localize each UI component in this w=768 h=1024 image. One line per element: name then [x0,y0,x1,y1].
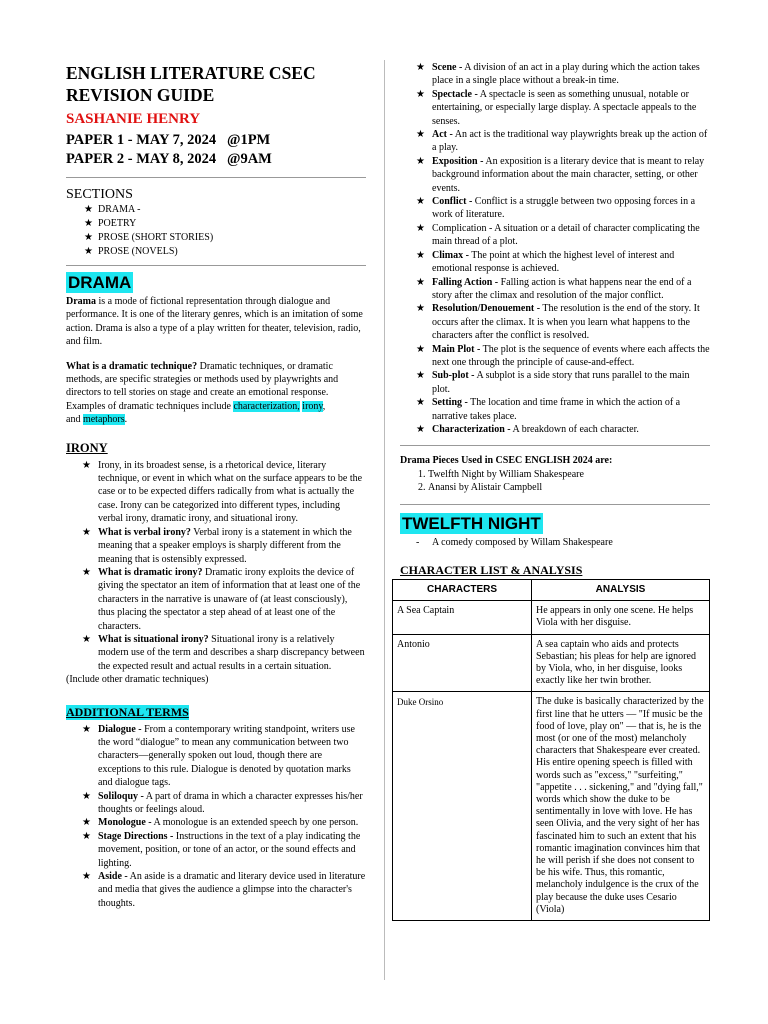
character-list-heading: CHARACTER LIST & ANALYSIS [400,563,583,577]
term-text: The resolution is the end of the story. It occurs after the climax. It is when you learn what happens to the characters after the conflict is resolved. [432,303,700,342]
term-text: The location and time frame in which the action of a narrative takes place. [432,397,681,422]
list-item [400,128,710,155]
divider [66,177,366,178]
term-label: Sub-plot - [432,370,475,382]
list-item [400,155,710,195]
list-item [400,423,710,436]
sections-list [66,203,366,259]
analysis-cell: A sea captain who aids and protects Sebastian; his pleas for help are ignored by Viola, who, in her disguise, looks exactly like her twin brother. [532,634,710,692]
doc-title-line1: ENGLISH LITERATURE CSEC [66,63,316,83]
term-label: What is dramatic irony? [98,566,203,578]
term-label: Act - [432,129,453,141]
character-cell: Duke Orsino [393,692,532,921]
term-text: A breakdown of each character. [510,423,639,435]
list-item [66,790,366,817]
list-item: ★ PROSE (SHORT STORIES) [66,231,366,245]
dramatic-technique-paragraph [66,360,366,427]
example-separator: , [322,400,326,412]
divider [400,504,710,505]
term-text: Dramatic irony exploits the device of giving the spectator an item of information that at least one of the characters in the narrative is unaware of (at least consciously), thus placing the spectator a step ahead of at least one of the characters. [98,566,361,632]
term-label: Soliloquy - [98,790,144,802]
term-label: Aside - [98,871,128,883]
dramatic-technique-text: Dramatic techniques, or dramatic methods, are specific strategies or methods used by playwrights and directors to tell stories on stage and create an emotional response. Examples of dramatic techniques include [66,360,339,412]
dramatic-technique-question: What is a dramatic technique? [66,360,198,372]
term-label: Exposition - [432,155,484,167]
term-text: Falling action is what happens near the end of a story after the climax and resolution of the major conflict. [432,276,692,301]
character-cell: A Sea Captain [393,601,532,634]
additional-terms-list [66,723,366,911]
irony-heading: IRONY [66,440,108,455]
list-item: 2. Anansi by Alistair Campbell [428,481,710,494]
term-label: Spectacle - [432,88,478,100]
column-header-analysis: ANALYSIS [532,580,710,601]
term-text: Verbal irony is a statement in which the meaning that a speaker employs is sharply different from the meaning that is ostensibly expressed. [98,526,352,565]
list-item [400,302,710,342]
table-row [393,634,710,692]
paper1-date: PAPER 1 - MAY 7, 2024 @1PM [66,132,271,148]
column-header-characters: CHARACTERS [393,580,532,601]
right-column [397,61,710,921]
term-text: A monologue is an extended speech by one person. [151,817,359,829]
list-item [400,369,710,396]
list-item [400,222,710,249]
term-text: An act is the traditional way playwrights break up the action of a play. [432,129,708,154]
term-text: The point at which the highest level of interest and emotional response is achieved. [432,249,675,275]
analysis-cell: He appears in only one scene. He helps Viola with her disguise. [532,601,710,634]
term-text: A subplot is a side story that runs parallel to the main plot. [432,370,690,395]
table-row [393,601,710,634]
term-label: Dialogue - [98,723,142,735]
term-text: A division of an act in a play during which the action takes place in a single place without a break-in time. [432,62,700,87]
twelfth-night-subtitle [400,536,710,549]
list-item: ★ POETRY [66,217,366,231]
drama-intro [66,295,366,349]
term-label: What is situational irony? [98,633,209,645]
term-text: Conflict is a struggle between two opposing forces in a work of literature. [432,196,696,221]
left-column [66,62,366,910]
example-metaphors: metaphors [82,414,125,426]
term-label: Falling Action - [432,276,499,288]
list-item [400,88,710,128]
list-item [400,195,710,222]
drama-heading: DRAMA [68,273,132,292]
paper2-date: PAPER 2 - MAY 8, 2024 @9AM [66,151,272,167]
term-label: What is verbal irony? [98,526,191,538]
irony-definition: Irony, in its broadest sense, is a rhetorical device, literary technique, or event in which what on the surface appears to be the case or to be expected differs radically from what is actually the case. Irony can be categorized into different types, including verbal irony, dramatic irony, and situational irony. [98,459,363,525]
drama-intro-text: is a mode of fictional representation through dialogue and performance. It is one of the literary genres, which is an imitation of some action. Drama is also a type of a play written for theater, television, radio, and film. [66,296,363,348]
term-label: Scene - [432,62,463,73]
terms-continued-list [400,61,710,436]
author-name: SASHANIE HENRY [66,111,201,127]
list-item: ★ PROSE (NOVELS) [66,245,366,259]
term-text: A part of drama in which a character expresses his/her thoughts or feelings aloud. [98,790,363,815]
list-item [400,343,710,370]
drama-pieces-heading [400,454,710,467]
list-item [400,249,710,276]
drama-pieces-heading-text: Drama Pieces Used in CSEC ENGLISH 2024 are: [400,455,613,467]
term-label: Monologue - [98,817,152,829]
term-label: Characterization - [432,423,511,435]
character-cell: Antonio [393,634,532,692]
list-item [66,870,366,910]
term-label: Resolution/Denouement - [432,303,541,315]
analysis-cell: The duke is basically characterized by the first line that he utters — "If music be the food of love, play on" — that is, he is the most (or one of the most) melancholy characters that Shakespeare ever created. His entire opening speech is filled with words such as "excess," "surfeiting," "appetite . . . sickening," and "dying fall," words which show the duke to be sentimentally in love with love. He has seen Olivia, and the very sight of her has fascinated him to such an extent that his romantic imagination convinces him that he will perish if she does not consent to be his wife. Thus, this romantic, melancholy indulgence is the crux of the play because the duke uses Cesario (Viola) [532,692,710,921]
doc-title-line2: REVISION GUIDE [66,85,215,105]
table-row [393,692,710,921]
term-text: Instructions in the text of a play indicating the movement, position, or tone of an actor, or the sound effects and lighting. [98,830,361,869]
divider [66,265,366,266]
additional-terms-heading: ADDITIONAL TERMS [66,704,189,719]
example-characterization: characterization, [233,400,300,412]
character-table [392,579,710,921]
list-item [400,61,710,88]
term-text: Situational irony is a relatively modern use of the term and describes a sharp discrepancy between the expected result and actual results in a certain situation. [98,633,365,672]
divider [400,445,710,446]
list-item [400,396,710,423]
list-item [66,723,366,790]
drama-pieces-list [400,468,710,495]
column-divider [384,60,385,980]
list-item [66,566,366,633]
list-item [66,633,366,673]
term-text: From a contemporary writing standpoint, writers use the word “dialogue” to mean any communication between two characters—generally spoken out loud, though there are exceptions to this rule. Dialogue is denoted by quotation marks and dialogue tags. [98,723,355,789]
list-item [66,830,366,870]
term-label: Setting - [432,397,468,409]
irony-note: (Include other dramatic techniques) [66,674,209,686]
term-label: Stage Directions - [98,830,174,842]
table-header-row [393,580,710,601]
example-and: and [66,414,83,426]
term-label: Climax - [432,249,469,261]
term-text: An aside is a dramatic and literary device used in literature and media that gives the audience a glimpse into the character's thoughts. [98,871,366,909]
irony-list [66,459,366,674]
twelfth-night-heading: TWELFTH NIGHT [402,513,541,533]
list-item [66,816,366,829]
term-text: An exposition is a literary device that is meant to relay background information about the main character, setting, or other events. [432,155,705,194]
example-irony: irony [302,400,323,412]
list-item [400,276,710,303]
list-item: ★ DRAMA - [66,203,366,217]
dash-bullet: - [416,536,420,548]
term-label: Conflict - [432,196,473,208]
example-end: . [124,414,128,426]
term-text: Complication - A situation or a detail of character complicating the main thread of a plot. [432,222,700,248]
list-item: 1. Twelfth Night by William Shakespeare [428,468,710,481]
list-item [66,459,366,526]
list-item [66,526,366,566]
subtitle-text: A comedy composed by Willam Shakespeare [432,536,613,548]
term-text: The plot is the sequence of events where each affects the next one through the principle of cause-and-effect. [432,343,710,368]
term-text: A spectacle is seen as something unusual, notable or entertaining, or especially large display. A spectacle appeals to the senses. [432,88,697,127]
term-label: Main Plot - [432,343,481,355]
drama-intro-term: Drama [66,296,96,307]
sections-heading: SECTIONS [66,187,133,202]
